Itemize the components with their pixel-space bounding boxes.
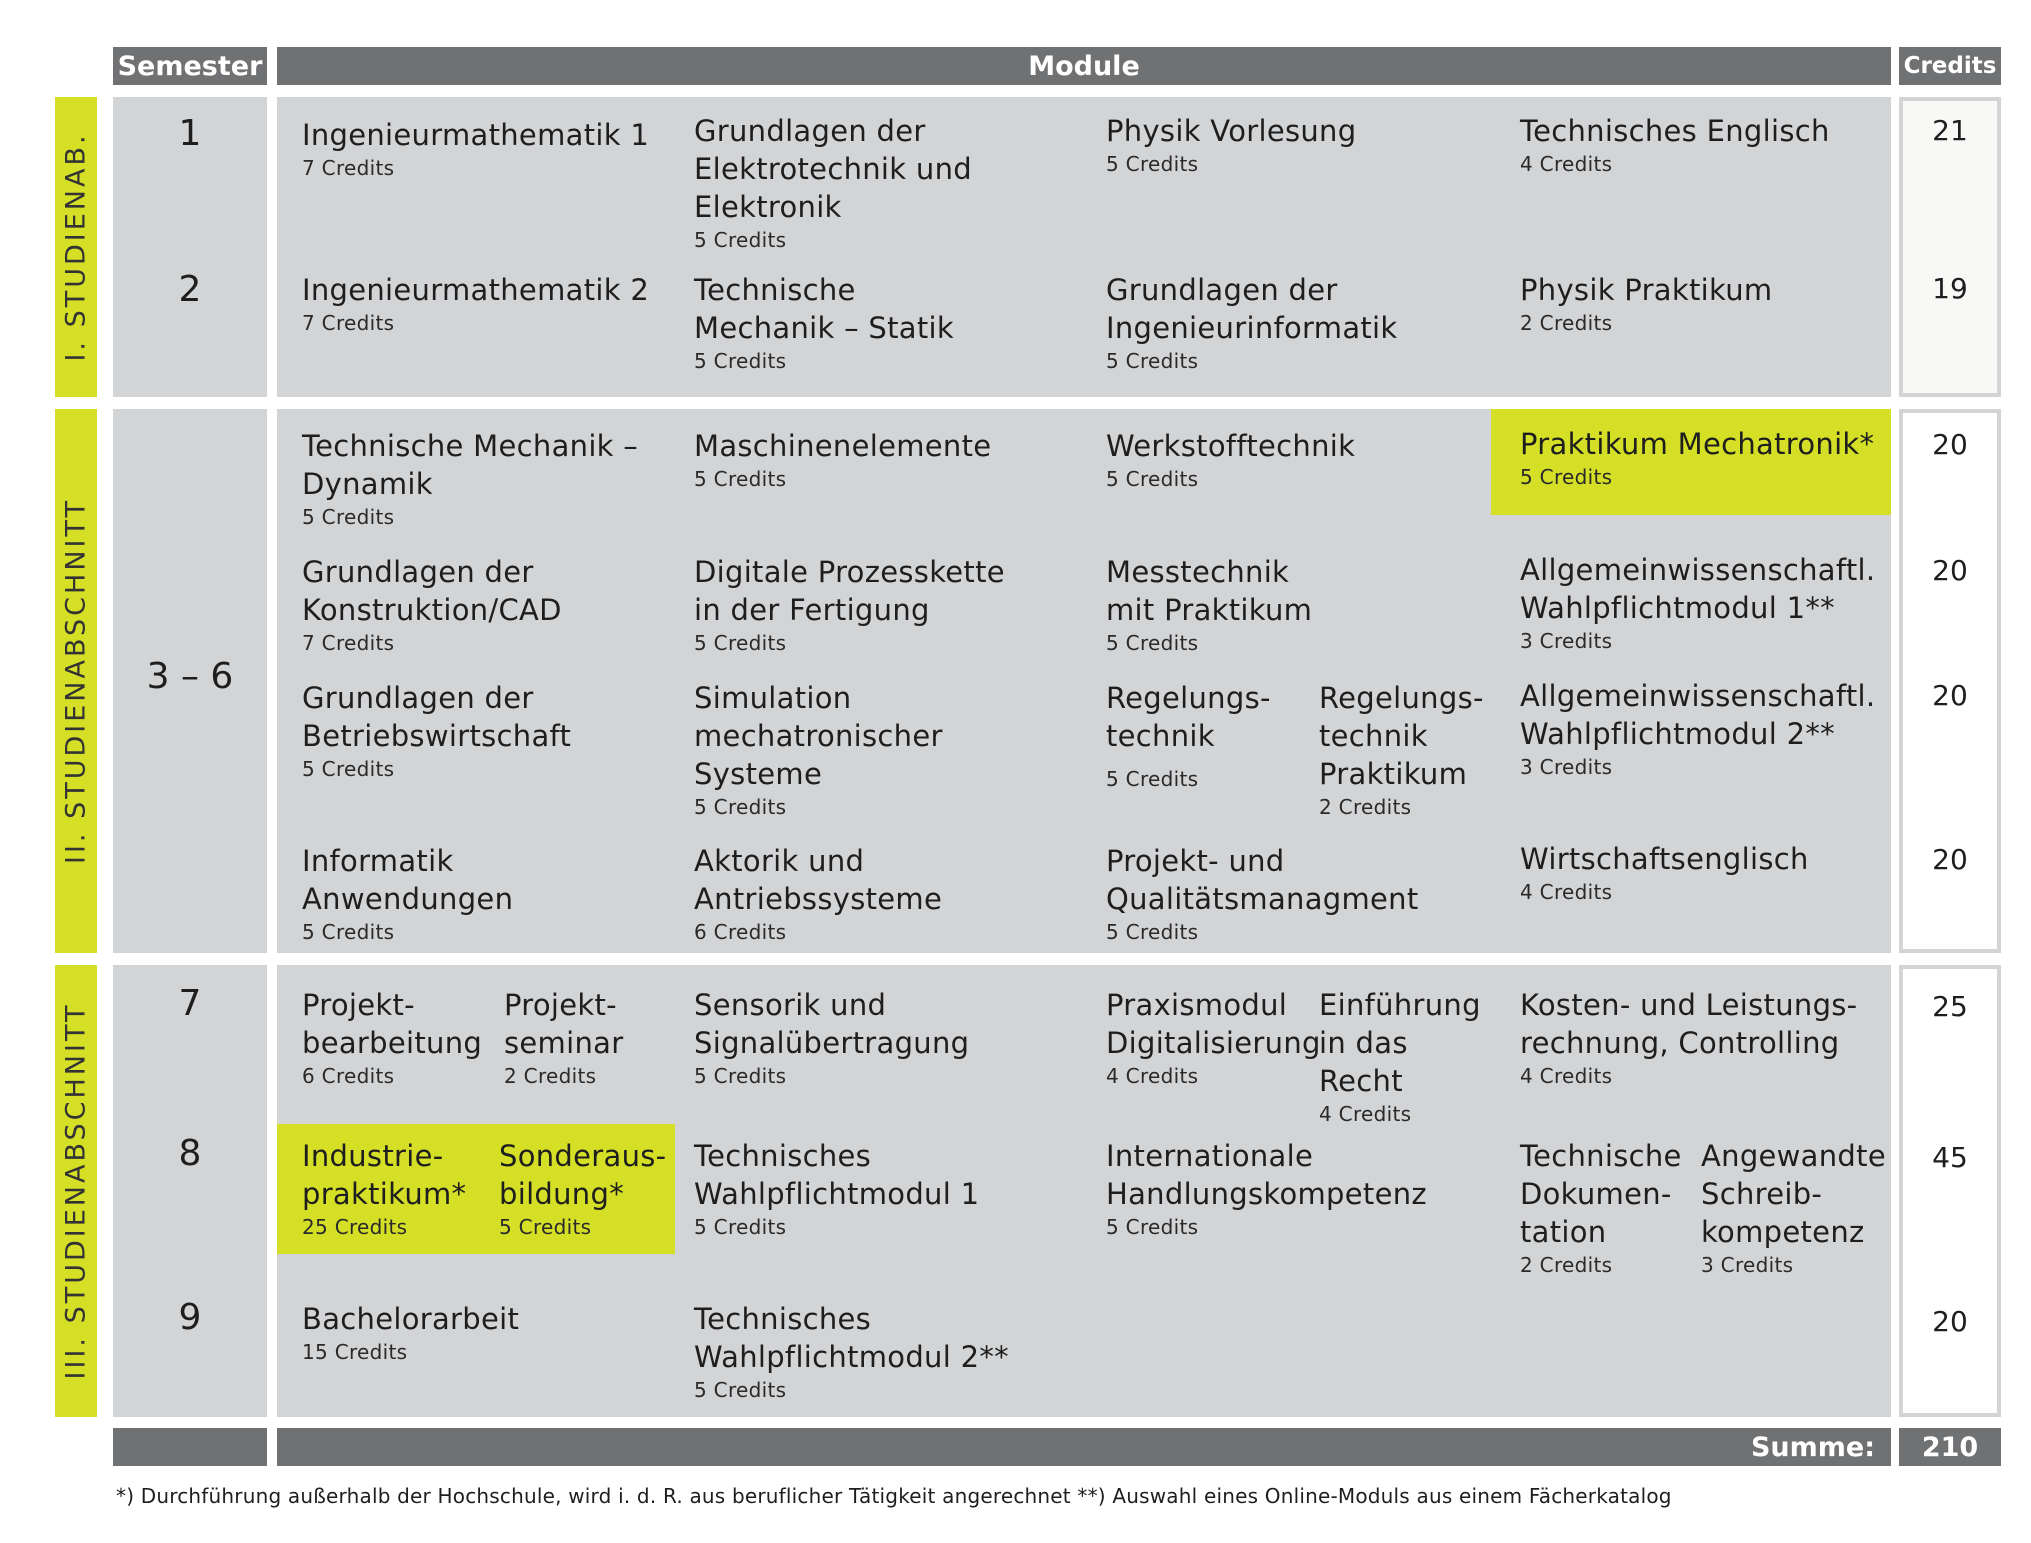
semester-credits: 20 [1932,428,1968,461]
module-cell: Internationale Handlungskompetenz 5 Credits [1106,1139,1427,1239]
module-cell: Bachelorarbeit 15 Credits [302,1302,520,1364]
semester-credits: 19 [1932,272,1968,305]
summary-label: Summe: [277,1428,1891,1466]
module-cell: Allgemeinwissenschaftl. Wahlpflichtmodul 1** 3 Credits [1520,553,1876,653]
semester-number: 8 [178,1133,202,1174]
semester-number: 1 [178,113,202,154]
module-cell: Maschinenelemente 5 Credits [694,429,992,491]
module-cell: Grundlagen der Betriebswirtschaft 5 Credits [302,681,572,781]
module-cell: Industrie- praktikum* 25 Credits [302,1139,467,1239]
module-cell: Digitale Prozesskette in der Fertigung 5 Credits [694,555,1005,655]
semester-number: 9 [178,1297,202,1338]
stage-label-2: II. STUDIENABSCHNITT [55,409,97,953]
module-cell: Grundlagen der Ingenieurinformatik 5 Credits [1106,273,1398,373]
module-cell: Einführung in das Recht 4 Credits [1319,988,1481,1126]
module-cell: Sensorik und Signalübertragung 5 Credits [694,988,970,1088]
module-cell: Projekt- bearbeitung 6 Credits [302,988,483,1088]
summary-bar-left [113,1428,267,1466]
stage-label-3: III. STUDIENABSCHNITT [55,965,97,1417]
module-cell: Allgemeinwissenschaftl. Wahlpflichtmodul 2** 3 Credits [1520,679,1876,779]
module-cell: Simulation mechatronischer Systeme 5 Credits [694,681,943,819]
module-cell: Sonderaus- bildung* 5 Credits [499,1139,667,1239]
semester-number: 2 [178,269,202,310]
module-cell: Regelungs- technik 5 Credits [1106,681,1271,791]
module-cell: Technisches Wahlpflichtmodul 2** 5 Credits [694,1302,1009,1402]
module-cell: Technisches Wahlpflichtmodul 1 5 Credits [694,1139,980,1239]
module-cell: Physik Praktikum 2 Credits [1520,273,1773,335]
module-cell: Ingenieurmathematik 1 7 Credits [302,118,650,180]
semester-credits: 25 [1932,990,1968,1023]
module-cell: Kosten- und Leistungs- rechnung, Controlling 4 Credits [1520,988,1858,1088]
module-cell: Messtechnik mit Praktikum 5 Credits [1106,555,1313,655]
module-cell: Praktikum Mechatronik* 5 Credits [1520,427,1875,489]
stage-label-1: I. STUDIENAB. [55,97,97,397]
module-cell: Praxismodul Digitalisierung 4 Credits [1106,988,1321,1088]
module-cell: Angewandte Schreib- kompetenz 3 Credits [1701,1139,1886,1277]
header-module: Module [277,47,1891,85]
semester-credits: 45 [1932,1141,1968,1174]
module-cell: Wirtschaftsenglisch 4 Credits [1520,842,1809,904]
module-cell: Physik Vorlesung 5 Credits [1106,114,1357,176]
semester-credits: 20 [1932,554,1968,587]
module-cell: Projekt- seminar 2 Credits [504,988,624,1088]
module-cell: Informatik Anwendungen 5 Credits [302,844,514,944]
footnote: *) Durchführung außerhalb der Hochschule, wird i. d. R. aus beruflicher Tätigkeit angerechnet **) Auswahl eines Online-Moduls aus einem Fächerkatalog [116,1484,1672,1508]
module-cell: Aktorik und Antriebssysteme 6 Credits [694,844,943,944]
module-cell: Technische Dokumen- tation 2 Credits [1520,1139,1682,1277]
semester-credits: 20 [1932,679,1968,712]
semester-block-3 [113,965,267,1417]
module-cell: Technische Mechanik – Statik 5 Credits [694,273,954,373]
semester-number: 7 [178,983,202,1024]
semester-number: 3 – 6 [146,656,234,697]
module-cell: Grundlagen der Konstruktion/CAD 7 Credits [302,555,562,655]
module-cell: Projekt- und Qualitätsmanagment 5 Credits [1106,844,1419,944]
module-cell: Werkstofftechnik 5 Credits [1106,429,1356,491]
credits-box-3 [1899,965,2001,1417]
module-cell: Technische Mechanik – Dynamik 5 Credits [302,429,639,529]
module-cell: Ingenieurmathematik 2 7 Credits [302,273,650,335]
semester-credits: 21 [1932,114,1968,147]
header-credits: Credits [1899,47,2001,85]
semester-credits: 20 [1932,843,1968,876]
module-cell: Technisches Englisch 4 Credits [1520,114,1830,176]
header-semester: Semester [113,47,267,85]
module-cell: Grundlagen der Elektrotechnik und Elektronik 5 Credits [694,114,972,252]
module-cell: Regelungs- technik Praktikum 2 Credits [1319,681,1484,819]
semester-credits: 20 [1932,1305,1968,1338]
summary-total: 210 [1899,1428,2001,1466]
